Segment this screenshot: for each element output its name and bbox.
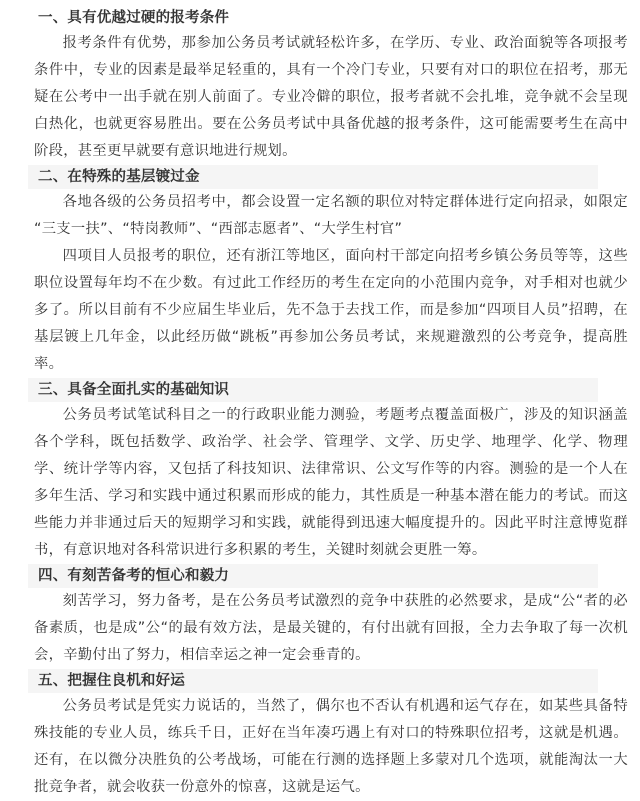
section-title-5: 五、把握住良机和好运: [28, 669, 598, 693]
section-5-paragraph-1: 公务员考试是凭实力说话的，当然了，偶尔也不否认有机遇和运气存在，如某些具备特殊技能的专业人员，练兵千日，正好在当年凑巧遇上有对口的特殊职位招考，这就是机遇。还有，在以微分决胜负的公考战场，可能在行测的选择题上多蒙对几个选项，就能淘汰一大批竞争者，就会收获一份意外的惊喜，这就是运气。: [34, 698, 628, 795]
section-1-paragraph-1: 报考条件有优势，那参加公务员考试就轻松许多，在学历、专业、政治面貌等各项报考条件中，专业的因素是最举足轻重的，具有一个冷门专业，只要有对口的职位在招考，那无疑在公考中一出手就在别人前面了。专业冷僻的职位，报考者就不会扎堆，竞争就不会呈现白热化，也就更容易胜出。要在公务员考试中具备优越的报考条件，这可能需要考生在高中阶段，甚至更早就要有意识地进行规划。: [34, 35, 628, 159]
section-title-4: 四、有刻苦备考的恒心和毅力: [28, 564, 598, 588]
section-3-paragraph-1: 公务员考试笔试科目之一的行政职业能力测验，考题考点覆盖面极广，涉及的知识涵盖各个学科，既包括数学、政治学、社会学、管理学、文学、历史学、地理学、化学、物理学、统计学等内容，又包括了科技知识、法律常识、公文写作等的内容。测验的是一个人在多年生活、学习和实践中通过积累而形成的能力，其性质是一种基本潜在能力的考试。而这些能力并非通过后天的短期学习和实践，就能得到迅速大幅度提升的。因此平时注意博览群书，有意识地对各科常识进行多积累的考生，关键时刻就会更胜一筹。: [34, 407, 628, 558]
section-title-3: 三、具备全面扎实的基础知识: [28, 378, 598, 402]
section-title-1: 一、具有优越过硬的报考条件: [38, 10, 230, 26]
section-2-paragraph-1: 各地各级的公务员招考中，都会设置一定名额的职位对特定群体进行定向招录，如限定 “三支一扶”、“特岗教师”、“西部志愿者”、“大学生村官”: [34, 194, 628, 237]
section-4-paragraph-1: 刻苦学习，努力备考，是在公务员考试激烈的竞争中获胜的必然要求，是成“公“者的必备素质，也是成”公“的最有效方法，是最关键的，有付出就有回报，全力去争取了每一次机会，辛勤付出了努力，相信幸运之神一定会垂青的。: [34, 593, 628, 663]
section-title-2: 二、在特殊的基层镀过金: [28, 165, 598, 189]
section-2-paragraph-2: 四项目人员报考的职位，还有浙江等地区，面向村干部定向招考乡镇公务员等等，这些职位设置每年均不在少数。有过此工作经历的考生在定向的小范围内竞争，对手相对也就少多了。所以目前有不少应届生毕业后，先不急于去找工作，而是参加“四项目人员”招聘，在基层镀上几年金，以此经历做“跳板”再参加公务员考试，来规避激烈的公考竞争，提高胜率。: [34, 248, 628, 372]
